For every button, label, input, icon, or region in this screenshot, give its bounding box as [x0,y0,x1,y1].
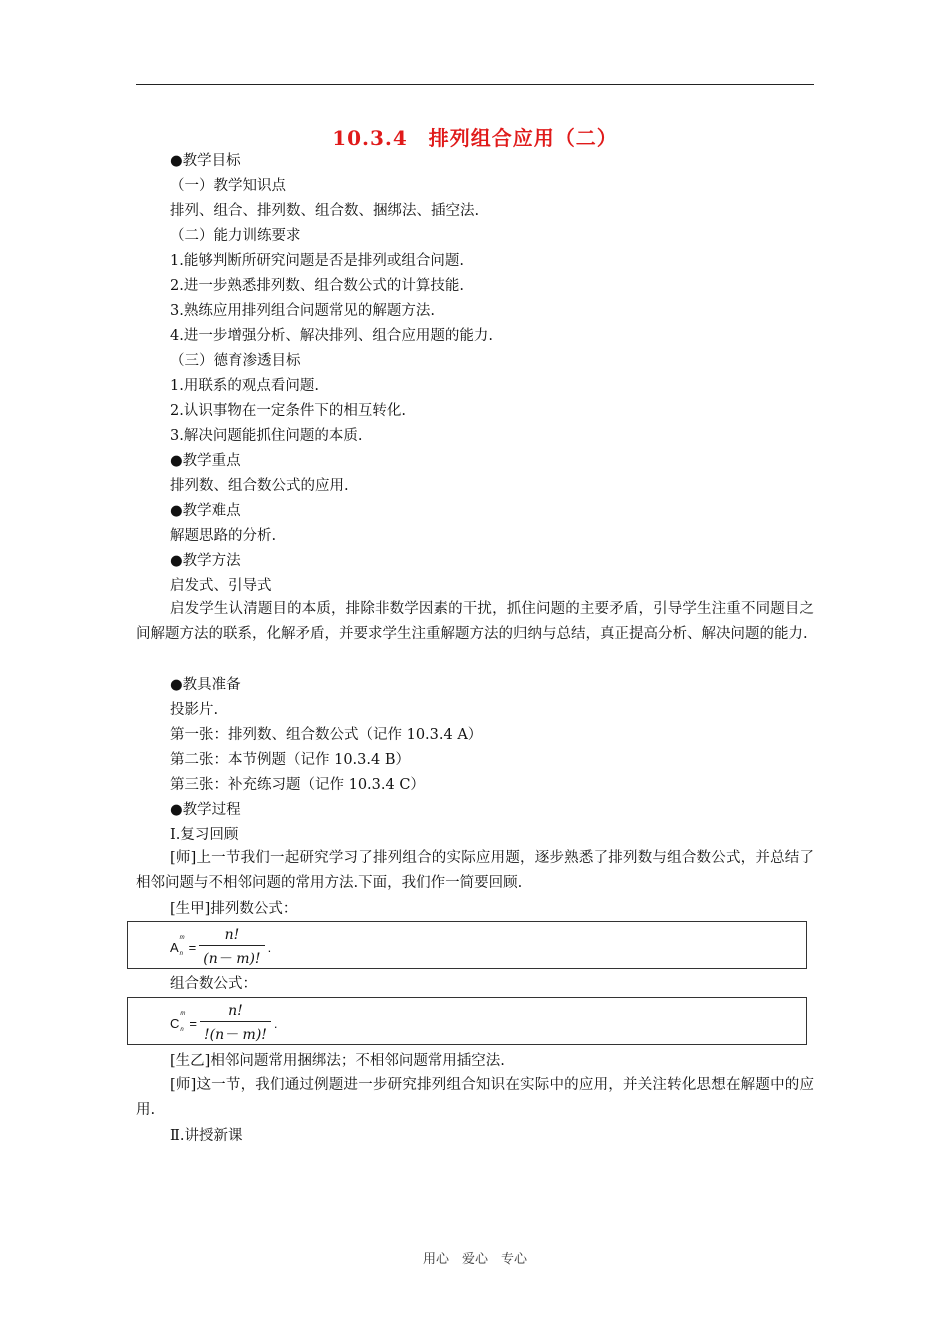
paragraph-teacher: [师]这一节，我们通过例题进一步研究排列组合知识在实际中的应用，并关注转化思想在解题中的应用. [136,1077,814,1118]
document-title: 10.3.4 排列组合应用（二） [332,126,618,150]
formula-box-permutation [127,921,807,969]
heading-difficulty: ●教学难点 [170,503,241,519]
formula-box-combination [127,997,807,1045]
combination-label: 组合数公式： [170,976,257,992]
text-line: 投影片. [170,702,219,718]
page-footer: 用心 爱心 专心 [422,1252,527,1267]
formula-symbol: A [170,939,179,955]
header-rule [136,84,814,85]
formula-subscript: n [180,1027,184,1033]
text-line: 4.进一步增强分析、解决排列、组合应用题的能力. [170,328,493,344]
subheading-knowledge: （一）教学知识点 [170,178,286,194]
subheading-moral: （三）德育渗透目标 [170,353,301,369]
heading-process: ●教学过程 [170,802,241,818]
heading-objectives: ●教学目标 [170,153,241,169]
text-line: 第三张：补充练习题（记作 10.3.4 C） [170,777,425,793]
fraction-denominator: (n－ m)! [199,945,264,968]
heading-key-point: ●教学重点 [170,453,241,469]
section-review: Ⅰ.复习回顾 [170,827,239,843]
text-line: 第二张：本节例题（记作 10.3.4 B） [170,752,410,768]
text-line: 第一张：排列数、组合数公式（记作 10.3.4 A） [170,727,483,743]
formula-scripts [179,1008,189,1038]
section-new-lesson: Ⅱ.讲授新课 [170,1128,243,1144]
formula-equals: = [188,939,197,955]
paragraph-review: [师]上一节我们一起研究学习了排列组合的实际应用题，逐步熟悉了排列数与组合数公式，并总结了相邻问题与不相邻问题的常用方法.下面，我们作一简要回顾. [136,850,814,891]
text-line: 3.熟练应用排列组合问题常见的解题方法. [170,303,435,319]
text-line: 排列数、组合数公式的应用. [170,478,349,494]
text-line: 3.解决问题能抓住问题的本质. [170,428,363,444]
formula-superscript: m [180,1011,186,1017]
fraction-denominator: !(n－ m)! [200,1021,271,1044]
heading-method: ●教学方法 [170,553,241,569]
formula-scripts [179,932,189,962]
text-line: 1.能够判断所研究问题是否是排列或组合问题. [170,253,464,269]
heading-materials: ●教具准备 [170,677,241,693]
student-b-line: [生乙]相邻问题常用捆绑法；不相邻问题常用插空法. [170,1053,505,1069]
permutation-formula [170,928,271,966]
formula-symbol: C [170,1015,180,1031]
paragraph-method: 启发学生认清题目的本质，排除非数学因素的干扰，抓住问题的主要矛盾，引导学生注重不同题目之间解题方法的联系，化解矛盾，并要求学生注重解题方法的归纳与总结，真正提高分析、解决问题的能力. [136,601,814,642]
formula-fraction [200,1003,271,1044]
formula-superscript: m [179,935,185,941]
fraction-numerator: n! [228,1002,243,1019]
formula-period: . [273,1015,278,1031]
text-line: 启发式、引导式 [170,578,272,594]
text-line: 1.用联系的观点看问题. [170,378,319,394]
formula-fraction [199,927,264,968]
subheading-ability: （二）能力训练要求 [170,228,301,244]
text-line: 2.认识事物在一定条件下的相互转化. [170,403,406,419]
formula-subscript: n [179,951,184,957]
text-line: 2.进一步熟悉排列数、组合数公式的计算技能. [170,278,464,294]
text-line: 解题思路的分析. [170,528,277,544]
text-line: 排列、组合、排列数、组合数、捆绑法、插空法. [170,203,480,219]
formula-equals: = [189,1015,197,1031]
fraction-numerator: n! [224,926,240,943]
student-a-line: [生甲]排列数公式： [170,901,298,917]
combination-formula [170,1004,278,1042]
formula-period: . [267,939,272,955]
